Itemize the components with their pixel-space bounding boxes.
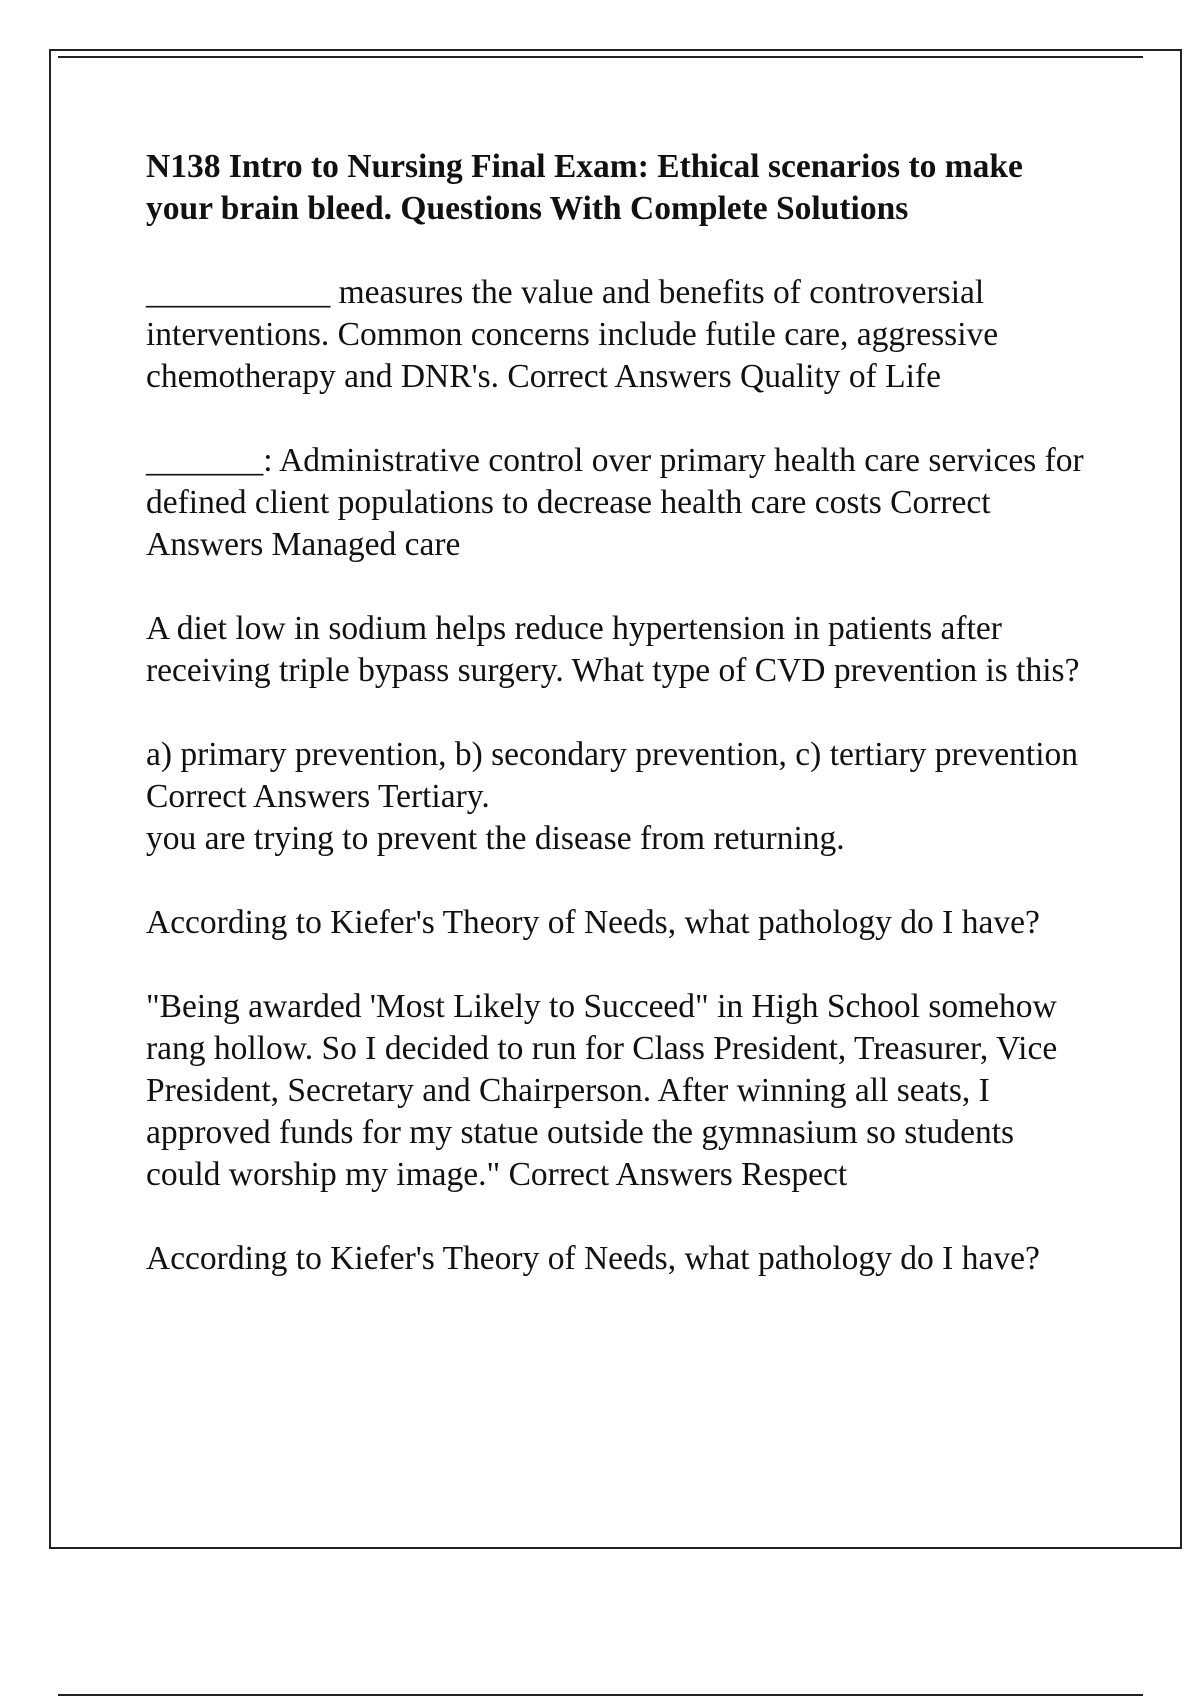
paragraph-line: According to Kiefer's Theory of Needs, what pathology do I have? xyxy=(146,1240,1040,1277)
paragraph-line: A diet low in sodium helps reduce hypertension in patients after receiving triple bypass surgery. What type of CVD prevention is this? xyxy=(146,610,1080,689)
question-paragraph xyxy=(146,986,1091,1196)
paragraph-line: a) primary prevention, b) secondary prevention, c) tertiary prevention Correct Answers Tertiary. xyxy=(146,736,1079,815)
question-paragraph xyxy=(146,440,1091,566)
question-paragraph xyxy=(146,608,1091,692)
paragraph-line: you are trying to prevent the disease from returning. xyxy=(146,820,845,857)
question-paragraph xyxy=(146,902,1091,944)
paragraph-line: According to Kiefer's Theory of Needs, what pathology do I have? xyxy=(146,904,1040,941)
paragraph-line: "Being awarded 'Most Likely to Succeed" in High School somehow rang hollow. So I decided to run for Class President, Treasurer, Vice President, Secretary and Chairperson. After winning all seats, I approved funds for my statue outside the gymnasium so students could worship my image." Correct Answers Respect xyxy=(146,988,1058,1193)
paragraph-line: _______: Administrative control over primary health care services for defined client populations to decrease health care costs Correct Answers Managed care xyxy=(146,442,1084,563)
document-body xyxy=(146,146,1091,1322)
footer-rule xyxy=(58,1694,1143,1696)
question-paragraph xyxy=(146,734,1091,860)
question-paragraph xyxy=(146,272,1091,398)
question-paragraph xyxy=(146,1238,1091,1280)
document-title: N138 Intro to Nursing Final Exam: Ethical scenarios to make your brain bleed. Questions With Complete Solutions xyxy=(146,148,1023,227)
paragraph-line: ___________ measures the value and benefits of controversial interventions. Common concerns include futile care, aggressive chemotherapy and DNR's. Correct Answers Quality of Life xyxy=(146,274,999,395)
